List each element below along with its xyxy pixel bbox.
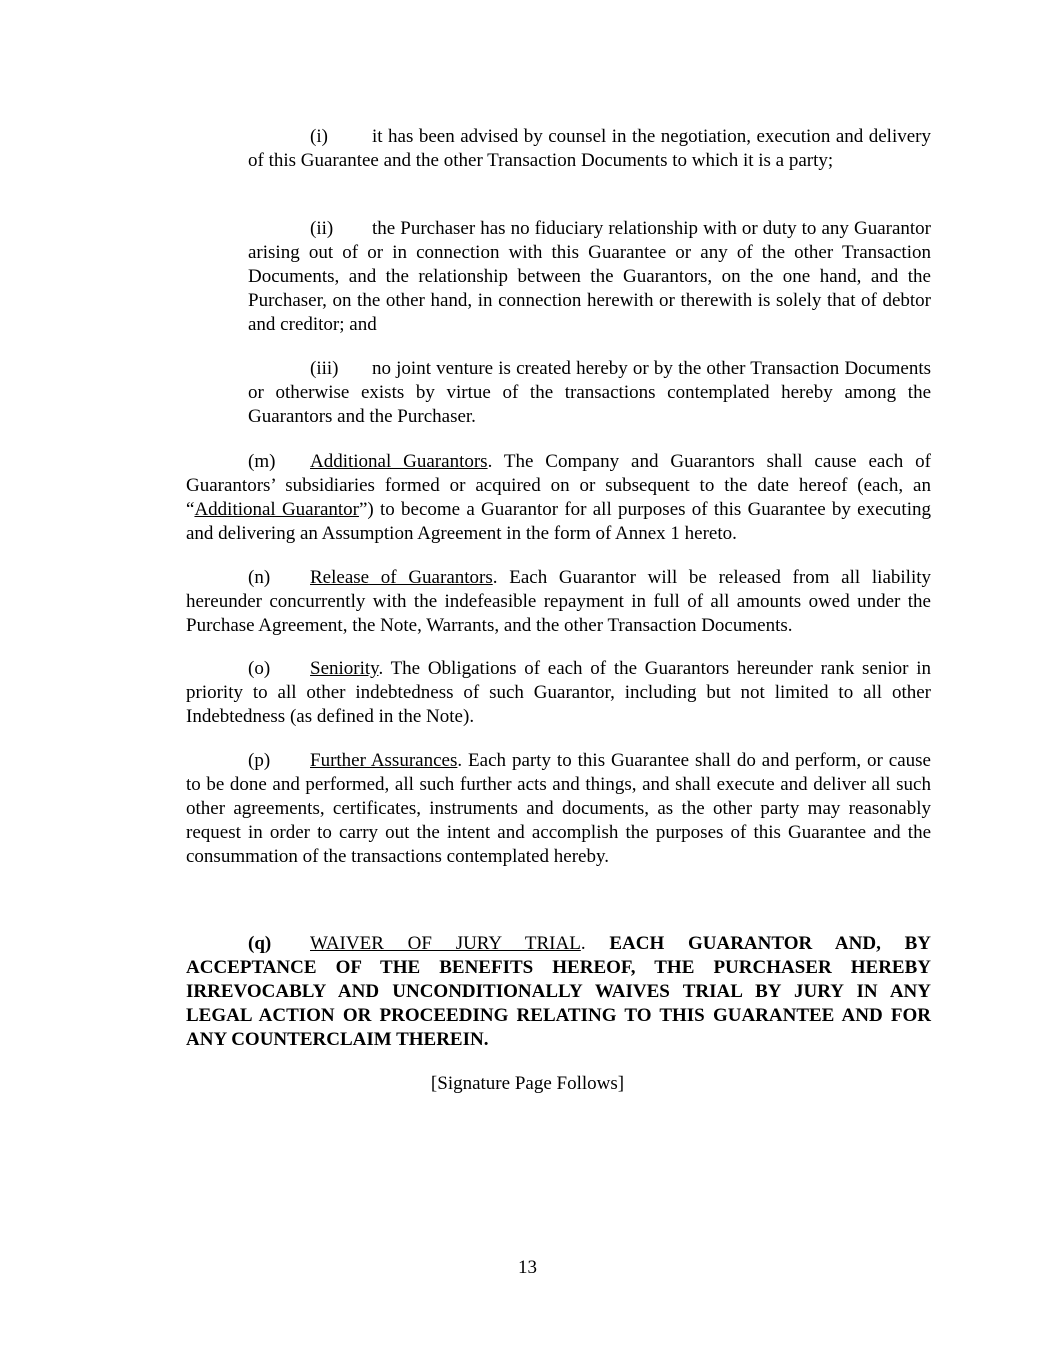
clause-i-label: (i)	[310, 126, 328, 147]
clause-m-label: (m)	[248, 451, 276, 472]
clause-q	[186, 932, 931, 1052]
signature-page-note: [Signature Page Follows]	[430, 1073, 625, 1094]
clause-o-heading: Seniority	[310, 658, 379, 679]
clause-n	[186, 566, 931, 638]
clause-i-text: it has been advised by counsel in the negotiation, execution and delivery of this Guarantee and the other Transaction Documents to which it is a party;	[248, 126, 931, 171]
clause-p-label: (p)	[248, 750, 271, 771]
clause-ii-label: (ii)	[310, 218, 334, 239]
clause-ii-text: the Purchaser has no fiduciary relationship with or duty to any Guarantor arising out of or in connection with this Guarantee or any of the other Transaction Documents, and the relationship between the Guarantors, on the one hand, and the Purchaser, on the other hand, in connection herewith or therewith is solely that of debtor and creditor; and	[248, 218, 931, 335]
clause-o-label: (o)	[248, 658, 271, 679]
page-number: 13	[518, 1257, 537, 1278]
clause-m-text-a: . The Company and Guarantors shall cause each of Guarantors’ subsidiaries formed or acquired on or subsequent to the date hereof (each, an “	[186, 451, 932, 520]
clause-n-heading: Release of Guarantors	[310, 567, 493, 588]
clause-p-heading: Further Assurances	[310, 750, 458, 771]
clause-n-label: (n)	[248, 567, 271, 588]
clause-iii	[248, 357, 931, 429]
clause-q-heading: WAIVER OF JURY TRIAL	[310, 933, 581, 954]
clause-n-text: . Each Guarantor will be released from all liability hereunder concurrently with the indefeasible repayment in full of all amounts owed under the Purchase Agreement, the Note, Warrants, and the other Transaction Documents.	[186, 567, 931, 636]
clause-m-text-b: ”) to become a Guarantor for all purposes of this Guarantee by executing and delivering an Assumption Agreement in the form of Annex 1 hereto.	[186, 499, 931, 544]
clause-p	[186, 749, 931, 869]
clause-q-label: (q)	[248, 933, 272, 954]
clause-iii-label: (iii)	[310, 358, 339, 379]
clause-m-defined-term: Additional Guarantor	[194, 499, 359, 520]
clause-ii	[248, 217, 931, 337]
clause-m-heading: Additional Guarantors	[310, 451, 488, 472]
clause-o	[186, 657, 931, 729]
clause-o-text: . The Obligations of each of the Guarantors hereunder rank senior in priority to all other indebtedness of such Guarantor, including but not limited to all other Indebtedness (as defined in the Note).	[186, 658, 931, 727]
clause-q-period: .	[580, 933, 586, 954]
clause-q-text: EACH GUARANTOR AND, BY ACCEPTANCE OF THE BENEFITS HEREOF, THE PURCHASER HEREBY IRREVOCABLY AND UNCONDITIONALLY WAIVES TRIAL BY JURY IN ANY LEGAL ACTION OR PROCEEDING RELATING TO THIS GUARANTEE AND FOR ANY COUNTERCLAIM THEREIN.	[186, 933, 931, 1050]
clause-p-text: . Each party to this Guarantee shall do and perform, or cause to be done and performed, all such further acts and things, and shall execute and deliver all such other agreements, certificates, instruments and documents, as the other party may reasonably request in order to carry out the intent and accomplish the purposes of this Guarantee and the consummation of the transactions contemplated hereby.	[186, 750, 931, 867]
clause-i	[248, 125, 931, 173]
clause-iii-text: no joint venture is created hereby or by the other Transaction Documents or otherwise exists by virtue of the transactions contemplated hereby among the Guarantors and the Purchaser.	[248, 358, 931, 427]
clause-m	[186, 450, 931, 546]
